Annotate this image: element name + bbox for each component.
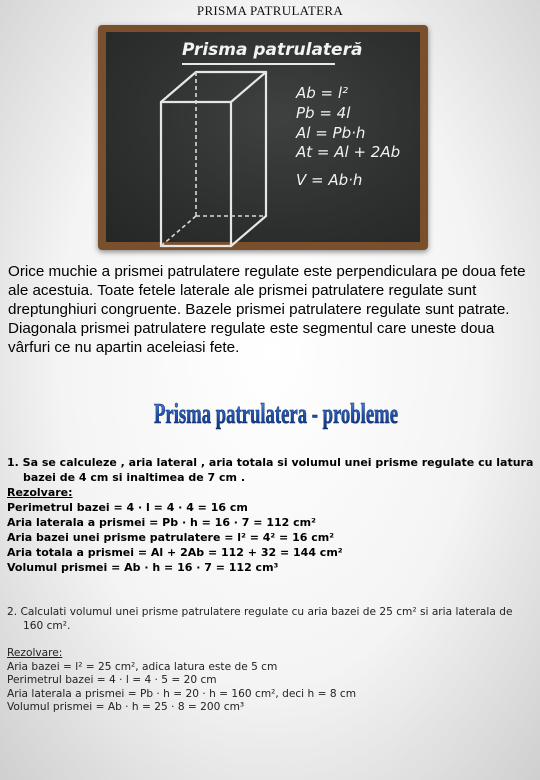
problem-1-line: Perimetrul bazei = 4 · l = 4 · 4 = 16 cm: [7, 501, 248, 514]
problem-1-question: 1. Sa se calculeze , aria lateral , aria totala si volumul unei prisme regulate cu latura bazei de 4 cm si inaltimea de 7 cm .: [7, 456, 534, 484]
formula-list: [296, 84, 400, 191]
problem-2-question-block: [7, 605, 535, 633]
problems-banner-text: Prisma patrulatera - probleme: [154, 398, 399, 430]
problem-1: [7, 455, 535, 575]
formula-total-area: At = Al + 2Ab: [296, 143, 401, 162]
page-title: PRISMA PATRULATERA: [196, 3, 344, 18]
problem-2-line: Perimetrul bazei = 4 · l = 4 · 5 = 20 cm: [7, 674, 217, 686]
problem-2-line: Aria laterala a prismei = Pb · h = 20 · h = 160 cm², deci h = 8 cm: [7, 687, 357, 700]
problem-2-solution: [7, 647, 535, 715]
board-title: Prisma patrulateră: [182, 40, 363, 60]
prism-drawing: [156, 58, 276, 258]
problem-1-line: Aria laterala a prismei = Pb · h = 16 · 7 = 112 cm²: [7, 516, 316, 529]
problem-2-question: 2. Calculati volumul unei prisme patrulatere regulate cu aria bazei de 25 cm² si aria laterala de 160 cm².: [7, 606, 513, 632]
problem-2-solution-label: Rezolvare:: [7, 647, 63, 659]
formula-volume: V = Ab·h: [296, 171, 363, 190]
formula-base-perimeter: Pb = 4l: [296, 103, 351, 122]
chalkboard-surface: [106, 32, 420, 242]
formula-base-area: Ab = l²: [296, 84, 349, 102]
problem-1-line: Aria bazei unei prisme patrulatere = l² = 4² = 16 cm²: [7, 531, 335, 544]
problems-banner: [146, 392, 406, 436]
intro-paragraph: Orice muchie a prismei patrulatere regulate este perpendiculara pe doua fete ale acestuia. Toate fetele laterale ale prismei patrulatere regulate sunt dreptunghiuri congruente. Bazele prismei patrulatere regulate sunt patrate. Diagonala prismei patrulatere regulate este segmentul care uneste doua vârfuri ce nu apartin aceleiasi fete.: [8, 263, 526, 356]
problem-2-line: Aria bazei = l² = 25 cm², adica latura este de 5 cm: [7, 660, 278, 673]
problem-1-line: Volumul prismei = Ab · h = 16 · 7 = 112 cm³: [7, 561, 279, 574]
problem-1-solution-label: Rezolvare:: [7, 486, 73, 499]
problem-1-line: Aria totala a prismei = Al + 2Ab = 112 + 32 = 144 cm²: [7, 546, 343, 559]
problem-2-line: Volumul prismei = Ab · h = 25 · 8 = 200 cm³: [7, 701, 245, 713]
formula-lateral-area: Al = Pb·h: [296, 123, 366, 142]
chalkboard-image: [98, 25, 428, 250]
